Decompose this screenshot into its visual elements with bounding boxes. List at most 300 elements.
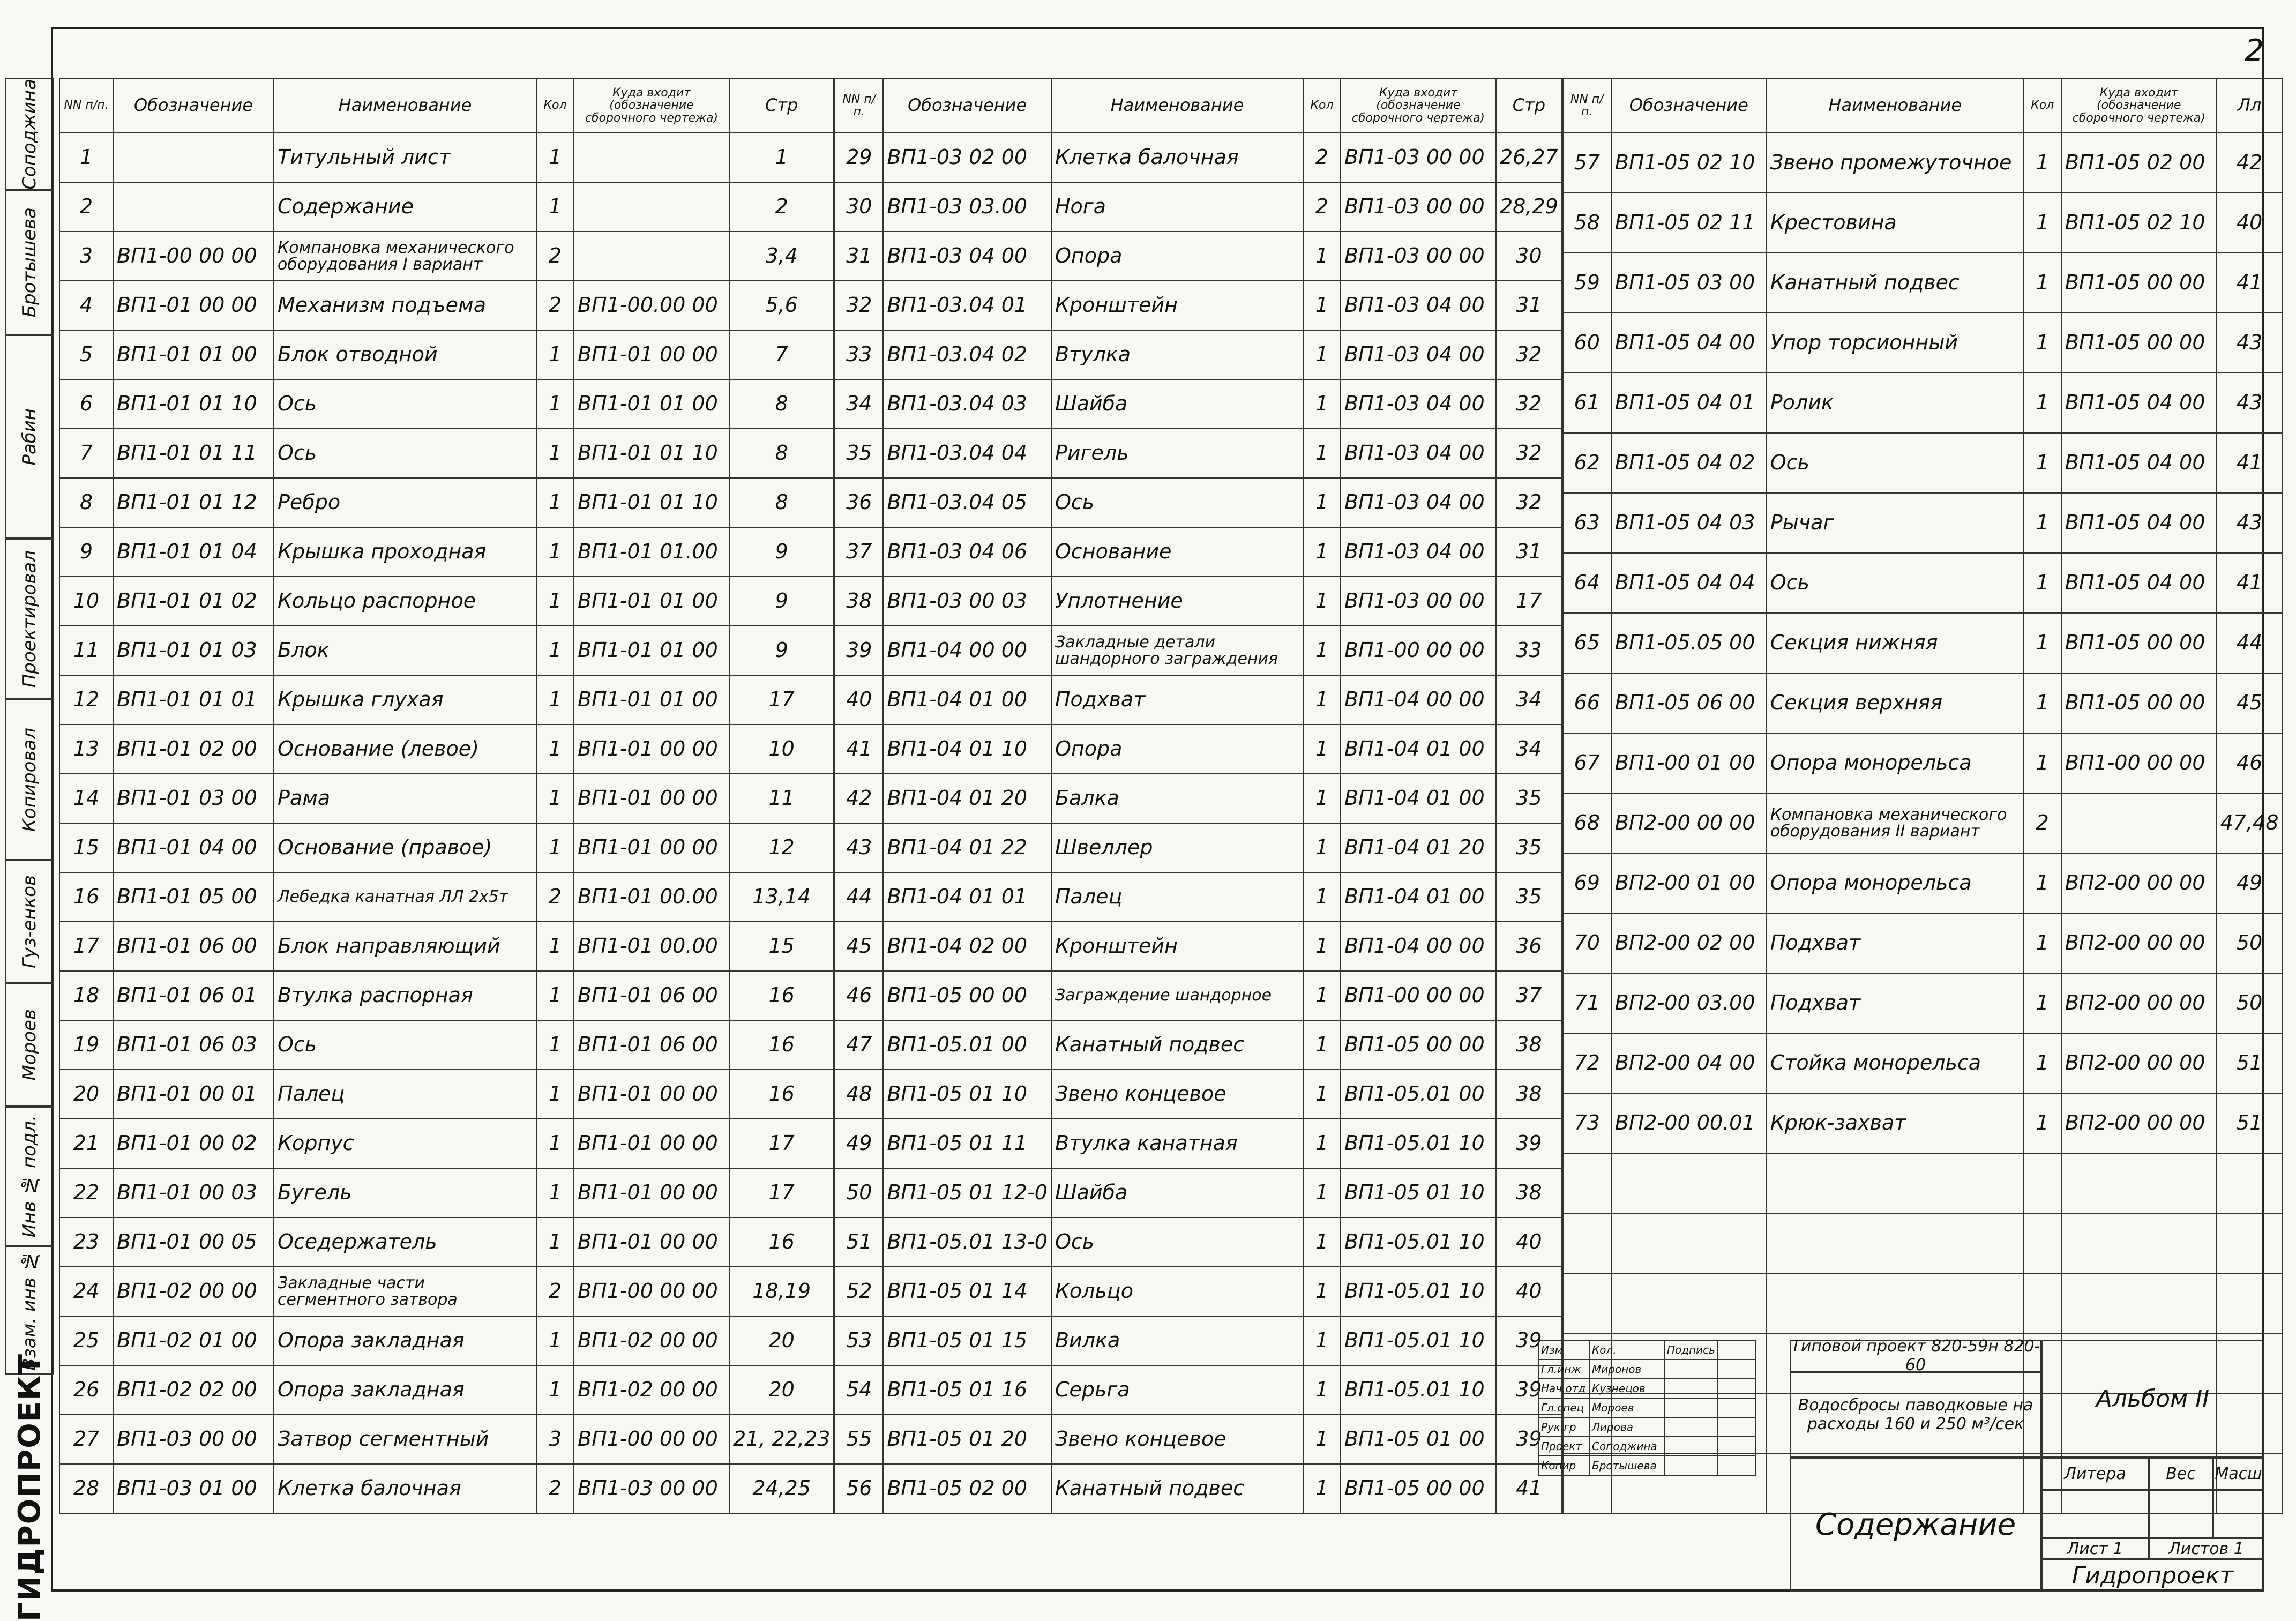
quantity-cell: 1 (1303, 577, 1341, 626)
page-cell: 32 (1496, 478, 1562, 527)
table-row (835, 429, 1561, 478)
quantity-cell: 1 (1303, 1217, 1341, 1267)
designation-cell: ВП2-00 01 00 (1611, 853, 1767, 913)
assembly-cell: ВП1-05.01 10 (1341, 1316, 1496, 1365)
name-cell: Кольцо (1051, 1267, 1303, 1316)
designation-cell: ВП1-05 06 00 (1611, 673, 1767, 733)
assembly-cell (2061, 1153, 2217, 1213)
table-row (1563, 1153, 2283, 1213)
assembly-cell: ВП1-04 00 00 (1341, 675, 1496, 724)
name-cell: Компановка механического оборудования I вариант (274, 231, 536, 281)
table-row (59, 429, 834, 478)
name-cell (1767, 1153, 2024, 1213)
page-cell: 16 (729, 1070, 834, 1119)
name-cell: Ось (274, 429, 536, 478)
weight-cell (2149, 1458, 2213, 1490)
page-cell: 46 (2217, 733, 2283, 793)
project-code-text: Типовой проект 820-59н 820-60 (1791, 1337, 2040, 1375)
designation-cell: ВП1-01 00 05 (113, 1217, 274, 1267)
assembly-cell: ВП1-01 00 00 (574, 330, 729, 379)
designation-cell: ВП1-05 04 02 (1611, 433, 1767, 493)
role-cell: Нач.отд (1538, 1379, 1589, 1398)
col-header-qty: Кол (2024, 78, 2061, 133)
page-cell: 40 (1496, 1217, 1562, 1267)
quantity-cell: 1 (1303, 823, 1341, 872)
row-number: 49 (835, 1119, 883, 1168)
name-cell: Блок (274, 626, 536, 675)
row-number: 6 (59, 379, 113, 429)
table-row (1563, 253, 2283, 313)
designation-cell: ВП1-01 02 00 (113, 724, 274, 774)
col-header-designation: Обозначение (1611, 78, 1767, 133)
table-row (59, 527, 834, 577)
page-cell: 38 (1496, 1168, 1562, 1217)
row-number: 5 (59, 330, 113, 379)
table-body (835, 133, 1561, 1513)
designation-cell: ВП1-02 02 00 (113, 1365, 274, 1415)
designation-cell: ВП1-01 00 02 (113, 1119, 274, 1168)
designation-cell (113, 182, 274, 231)
table-row (59, 1316, 834, 1365)
name-cell: Ролик (1767, 373, 2024, 433)
litera-cell (2041, 1458, 2149, 1490)
table-row (835, 971, 1561, 1020)
side-label: Соподжина (19, 78, 40, 190)
name-cell: Механизм подъема (274, 281, 536, 330)
page-cell: 9 (729, 577, 834, 626)
name-cell: Опора закладная (274, 1316, 536, 1365)
designation-cell: ВП1-03 00 03 (883, 577, 1051, 626)
table-row (835, 1415, 1561, 1464)
assembly-cell: ВП1-05.01 10 (1341, 1119, 1496, 1168)
page-cell: 40 (2217, 193, 2283, 253)
table-row (59, 577, 834, 626)
quantity-cell: 1 (536, 379, 574, 429)
side-cell (5, 983, 54, 1107)
row-number: 17 (59, 922, 113, 971)
name-cell: Ось (274, 1020, 536, 1070)
quantity-cell: 1 (1303, 330, 1341, 379)
assembly-cell (2061, 1213, 2217, 1273)
name-cell: Нога (1051, 182, 1303, 231)
row-number: 44 (835, 872, 883, 922)
page-cell: 10 (729, 724, 834, 774)
quantity-cell: 1 (536, 1217, 574, 1267)
quantity-cell: 1 (1303, 1316, 1341, 1365)
page-cell: 17 (729, 1119, 834, 1168)
page-cell: 31 (1496, 527, 1562, 577)
quantity-cell: 1 (1303, 1168, 1341, 1217)
quantity-cell: 1 (1303, 1119, 1341, 1168)
designation-cell: ВП1-05 01 10 (883, 1070, 1051, 1119)
table-row (835, 478, 1561, 527)
row-number: 26 (59, 1365, 113, 1415)
designation-cell: ВП1-02 01 00 (113, 1316, 274, 1365)
name-cell: Секция верхняя (1767, 673, 2024, 733)
col-header-qty: Кол (536, 78, 574, 133)
row-number: 3 (59, 231, 113, 281)
assembly-cell: ВП1-01 00 00 (574, 774, 729, 823)
name-cell: Стойка монорельса (1767, 1033, 2024, 1093)
assembly-cell: ВП1-01 00 00 (574, 1070, 729, 1119)
designation-cell: ВП1-01 03 00 (113, 774, 274, 823)
side-strip (0, 78, 59, 1621)
table-row (1563, 793, 2283, 853)
row-number: 60 (1563, 313, 1611, 373)
signature-row (1538, 1456, 1755, 1475)
quantity-cell: 1 (2024, 1093, 2061, 1153)
table-body (1563, 133, 2283, 1513)
designation-cell: ВП2-00 04 00 (1611, 1033, 1767, 1093)
row-number: 64 (1563, 553, 1611, 613)
row-number: 59 (1563, 253, 1611, 313)
row-number: 15 (59, 823, 113, 872)
page-cell: 30 (1496, 231, 1562, 281)
designation-cell: ВП1-01 06 00 (113, 922, 274, 971)
row-number: 2 (59, 182, 113, 231)
assembly-cell: ВП2-00 00 00 (2061, 1033, 2217, 1093)
row-number: 71 (1563, 973, 1611, 1033)
side-cell (5, 78, 54, 190)
page-cell: 8 (729, 379, 834, 429)
designation-cell: ВП1-01 01 03 (113, 626, 274, 675)
page-cell: 16 (729, 1020, 834, 1070)
page-cell: 45 (2217, 673, 2283, 733)
designation-cell: ВП1-05 02 10 (1611, 133, 1767, 193)
designation-cell: ВП1-00 01 00 (1611, 733, 1767, 793)
page-cell: 32 (1496, 330, 1562, 379)
designation-cell: ВП1-03 02 00 (883, 133, 1051, 182)
page-cell: 33 (1496, 626, 1562, 675)
quantity-cell: 1 (536, 971, 574, 1020)
table-row (59, 626, 834, 675)
quantity-cell: 1 (1303, 527, 1341, 577)
quantity-cell: 1 (1303, 379, 1341, 429)
page-cell: 34 (1496, 675, 1562, 724)
table-row (59, 774, 834, 823)
name-cell: Основание (правое) (274, 823, 536, 872)
page-cell: 1 (729, 133, 834, 182)
designation-cell: ВП1-05.05 00 (1611, 613, 1767, 673)
designation-cell: ВП1-04 02 00 (883, 922, 1051, 971)
assembly-cell: ВП1-05 00 00 (1341, 1020, 1496, 1070)
row-number: 52 (835, 1267, 883, 1316)
assembly-cell: ВП1-05 00 00 (2061, 253, 2217, 313)
row-number: 8 (59, 478, 113, 527)
table-row (59, 922, 834, 971)
table-row (835, 1020, 1561, 1070)
table-row (835, 1464, 1561, 1513)
assembly-cell: ВП1-03 00 00 (1341, 577, 1496, 626)
project-description (1790, 1372, 2041, 1458)
name-cell: Ось (1767, 553, 2024, 613)
table-row (835, 231, 1561, 281)
designation-cell: ВП1-01 00 00 (113, 281, 274, 330)
quantity-cell: 1 (536, 922, 574, 971)
designation-cell: ВП1-03.04 02 (883, 330, 1051, 379)
designation-cell: ВП1-05 04 03 (1611, 493, 1767, 553)
page-cell: 9 (729, 527, 834, 577)
designation-cell: ВП1-05 01 15 (883, 1316, 1051, 1365)
assembly-cell: ВП1-03 04 00 (1341, 478, 1496, 527)
table-row (1563, 673, 2283, 733)
table-row (59, 478, 834, 527)
quantity-cell: 1 (2024, 373, 2061, 433)
page-cell: 35 (1496, 872, 1562, 922)
side-cell (5, 699, 54, 860)
row-number: 72 (1563, 1033, 1611, 1093)
signature-cell: Подпись (1664, 1340, 1718, 1359)
row-number: 37 (835, 527, 883, 577)
name-cell: Уплотнение (1051, 577, 1303, 626)
assembly-cell: ВП1-03 00 00 (1341, 133, 1496, 182)
litera-value (2041, 1490, 2149, 1538)
assembly-cell: ВП1-05 00 00 (2061, 673, 2217, 733)
quantity-cell: 1 (1303, 1415, 1341, 1464)
name-cell: Содержание (274, 182, 536, 231)
assembly-cell: ВП1-04 01 20 (1341, 823, 1496, 872)
name-cell: Упор торсионный (1767, 313, 2024, 373)
row-number: 41 (835, 724, 883, 774)
designation-cell: ВП1-01 00 01 (113, 1070, 274, 1119)
page-cell: 41 (2217, 553, 2283, 613)
quantity-cell: 1 (536, 1316, 574, 1365)
table-row (835, 675, 1561, 724)
table-row (59, 872, 834, 922)
quantity-cell: 1 (536, 1119, 574, 1168)
assembly-cell: ВП1-03 04 00 (1341, 527, 1496, 577)
table-row (835, 1267, 1561, 1316)
name-cell: Компановка механического оборудования II вариант (1767, 793, 2024, 853)
page-cell: 39 (1496, 1316, 1562, 1365)
scale-text: Масш (2215, 1464, 2262, 1483)
page-cell: 11 (729, 774, 834, 823)
quantity-cell: 1 (536, 675, 574, 724)
page-cell: 42 (2217, 133, 2283, 193)
side-cell (5, 860, 54, 983)
table-row (835, 1119, 1561, 1168)
table-row (835, 330, 1561, 379)
side-label: Рабин (19, 408, 40, 466)
designation-cell: ВП1-01 01 11 (113, 429, 274, 478)
quantity-cell: 1 (2024, 433, 2061, 493)
table-row (835, 922, 1561, 971)
name-cell: Втулка распорная (274, 971, 536, 1020)
page-cell: 13,14 (729, 872, 834, 922)
scale-cell (2213, 1458, 2264, 1490)
row-number: 57 (1563, 133, 1611, 193)
row-number: 69 (1563, 853, 1611, 913)
assembly-cell: ВП1-00 00 00 (574, 1415, 729, 1464)
assembly-cell: ВП1-01 01 10 (574, 429, 729, 478)
designation-cell: ВП1-01 05 00 (113, 872, 274, 922)
page-cell: 21, 22,23 (729, 1415, 834, 1464)
assembly-cell: ВП1-05.01 10 (1341, 1217, 1496, 1267)
designation-cell: ВП1-05 04 04 (1611, 553, 1767, 613)
page-cell: 47,48 (2217, 793, 2283, 853)
row-number (1563, 1213, 1611, 1273)
assembly-cell: ВП1-03 00 00 (1341, 231, 1496, 281)
row-number: 11 (59, 626, 113, 675)
designation-cell: ВП1-01 00 03 (113, 1168, 274, 1217)
quantity-cell: 1 (1303, 724, 1341, 774)
quantity-cell: 2 (2024, 793, 2061, 853)
row-number: 32 (835, 281, 883, 330)
page-cell: 18,19 (729, 1267, 834, 1316)
quantity-cell: 1 (1303, 872, 1341, 922)
quantity-cell: 1 (536, 724, 574, 774)
designation-cell: ВП1-03.04 03 (883, 379, 1051, 429)
contents-table-2 (834, 78, 1562, 1514)
table-row (835, 823, 1561, 872)
name-cell: Опора монорельса (1767, 853, 2024, 913)
quantity-cell: 2 (1303, 182, 1341, 231)
assembly-cell: ВП1-01 06 00 (574, 1020, 729, 1070)
page-cell: 41 (2217, 433, 2283, 493)
quantity-cell: 1 (2024, 733, 2061, 793)
name-cell: Подхват (1767, 913, 2024, 973)
quantity-cell: 1 (2024, 673, 2061, 733)
row-number: 29 (835, 133, 883, 182)
sheet-index (2041, 1538, 2149, 1559)
page-cell: 44 (2217, 613, 2283, 673)
sheet-count-text: Листов 1 (2168, 1539, 2244, 1558)
page-cell: 2 (729, 182, 834, 231)
table-row (835, 133, 1561, 182)
quantity-cell (2024, 1213, 2061, 1273)
page-cell: 28,29 (1496, 182, 1562, 231)
designation-cell: ВП2-00 02 00 (1611, 913, 1767, 973)
designation-cell: ВП1-05.01 00 (883, 1020, 1051, 1070)
quantity-cell: 1 (536, 823, 574, 872)
assembly-cell: ВП1-00 00 00 (1341, 626, 1496, 675)
name-cell: Звено концевое (1051, 1415, 1303, 1464)
row-number: 24 (59, 1267, 113, 1316)
table-row (835, 1070, 1561, 1119)
page-cell: 50 (2217, 973, 2283, 1033)
name-cell: Основание (левое) (274, 724, 536, 774)
project-code (1790, 1337, 2041, 1375)
row-number: 62 (1563, 433, 1611, 493)
page-cell: 35 (1496, 823, 1562, 872)
row-number: 34 (835, 379, 883, 429)
assembly-cell: ВП1-03 00 00 (1341, 182, 1496, 231)
side-cell (5, 190, 54, 335)
row-number: 10 (59, 577, 113, 626)
name-cell: Закладные части сегментного затвора (274, 1267, 536, 1316)
table-row (59, 379, 834, 429)
row-number: 21 (59, 1119, 113, 1168)
page-cell: 20 (729, 1316, 834, 1365)
row-number: 9 (59, 527, 113, 577)
quantity-cell: 1 (2024, 553, 2061, 613)
name-cell: Вилка (1051, 1316, 1303, 1365)
name-cell: Ригель (1051, 429, 1303, 478)
name-cell: Лебедка канатная ЛЛ 2х5т (274, 872, 536, 922)
quantity-cell: 1 (1303, 1070, 1341, 1119)
page-cell (2217, 1213, 2283, 1273)
contents-tables (59, 78, 2283, 1514)
name-cell: Оседержатель (274, 1217, 536, 1267)
page-cell: 17 (729, 1168, 834, 1217)
role-cell: Проект (1538, 1437, 1589, 1456)
name-cell: Подхват (1767, 973, 2024, 1033)
row-number: 66 (1563, 673, 1611, 733)
assembly-cell: ВП1-05 01 00 (1341, 1415, 1496, 1464)
quantity-cell: 1 (536, 774, 574, 823)
quantity-cell: 1 (1303, 922, 1341, 971)
name-cell: Крышка глухая (274, 675, 536, 724)
row-number: 68 (1563, 793, 1611, 853)
table-row (59, 823, 834, 872)
sheet-count (2149, 1538, 2264, 1559)
table-row (59, 1217, 834, 1267)
name-cell: Звено промежуточное (1767, 133, 2024, 193)
table-row (1563, 373, 2283, 433)
assembly-cell: ВП1-02 00 00 (574, 1316, 729, 1365)
assembly-cell: ВП1-01 01 10 (574, 478, 729, 527)
quantity-cell: 1 (2024, 973, 2061, 1033)
designation-cell (113, 133, 274, 182)
designation-cell: ВП1-05 00 00 (883, 971, 1051, 1020)
assembly-cell: ВП1-00 00 00 (2061, 733, 2217, 793)
table-row (59, 1267, 834, 1316)
name-cell: Крышка проходная (274, 527, 536, 577)
page-cell: 39 (1496, 1415, 1562, 1464)
designation-cell: ВП1-04 01 22 (883, 823, 1051, 872)
page-cell: 9 (729, 626, 834, 675)
organization-logo (5, 1353, 54, 1621)
role-cell: Копир (1538, 1456, 1589, 1475)
col-header-nn: NN п/п. (59, 78, 113, 133)
assembly-cell (2061, 1273, 2217, 1333)
assembly-cell: ВП1-00.00 00 (574, 281, 729, 330)
page-cell: 24,25 (729, 1464, 834, 1513)
row-number: 16 (59, 872, 113, 922)
table-row (835, 1365, 1561, 1415)
col-header-designation: Обозначение (113, 78, 274, 133)
row-number (1563, 1273, 1611, 1333)
page-cell: 41 (2217, 253, 2283, 313)
name-cell: Клетка балочная (1051, 133, 1303, 182)
quantity-cell: 1 (536, 1168, 574, 1217)
designation-cell: ВП1-04 00 00 (883, 626, 1051, 675)
signature-cell (1664, 1456, 1718, 1475)
designation-cell (1611, 1273, 1767, 1333)
designation-cell: ВП1-04 01 00 (883, 675, 1051, 724)
quantity-cell: 2 (1303, 133, 1341, 182)
quantity-cell: 1 (2024, 1033, 2061, 1093)
quantity-cell: 1 (2024, 913, 2061, 973)
assembly-cell: ВП1-05 02 00 (2061, 133, 2217, 193)
assembly-cell: ВП1-05 00 00 (2061, 613, 2217, 673)
quantity-cell: 1 (1303, 971, 1341, 1020)
quantity-cell: 2 (536, 231, 574, 281)
page-cell: 8 (729, 429, 834, 478)
name-cell: Ось (1767, 433, 2024, 493)
organization-text: Гидропроект (2071, 1562, 2234, 1589)
page-cell: 50 (2217, 913, 2283, 973)
date-cell (1718, 1456, 1755, 1475)
designation-cell: ВП1-04 01 01 (883, 872, 1051, 922)
designation-cell: ВП1-03.04 05 (883, 478, 1051, 527)
name-cell: Кронштейн (1051, 922, 1303, 971)
row-number: 56 (835, 1464, 883, 1513)
designation-cell: ВП1-04 01 10 (883, 724, 1051, 774)
table-row (835, 774, 1561, 823)
col-header-name: Наименование (274, 78, 536, 133)
name-cell: Балка (1051, 774, 1303, 823)
